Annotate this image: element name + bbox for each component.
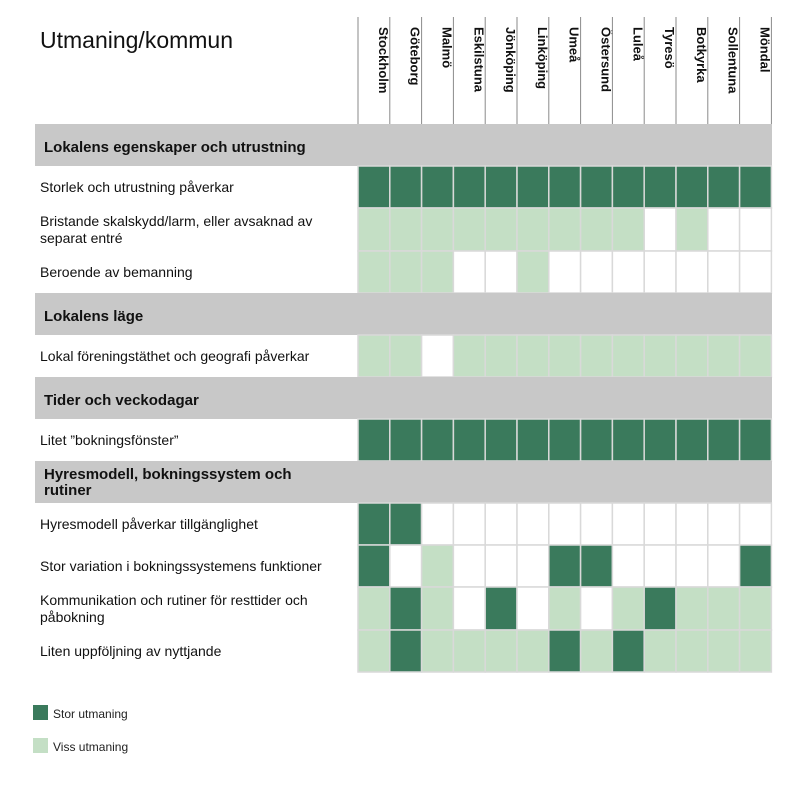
cell-eskilstuna bbox=[453, 335, 485, 377]
cell-botkyrka bbox=[676, 503, 708, 545]
column-label-eskilstuna: Eskilstuna bbox=[471, 27, 487, 93]
cell-botkyrka bbox=[676, 419, 708, 461]
cell-botkyrka bbox=[676, 166, 708, 208]
cell-botkyrka bbox=[676, 630, 708, 672]
section-label bbox=[44, 392, 199, 409]
cell-linköping bbox=[517, 419, 549, 461]
cell-umeå bbox=[549, 419, 581, 461]
cell-jönköping bbox=[485, 208, 517, 251]
cell-stockholm bbox=[358, 545, 390, 587]
cell-stockholm bbox=[358, 503, 390, 545]
cell-möndal bbox=[740, 166, 772, 208]
cell-möndal bbox=[740, 587, 772, 630]
row-label-line: Stor variation i bokningssystemens funktioner bbox=[40, 558, 322, 574]
cell-östersund bbox=[581, 587, 613, 630]
cell-malmö bbox=[422, 335, 454, 377]
cell-botkyrka bbox=[676, 335, 708, 377]
column-label-jönköping: Jönköping bbox=[503, 27, 519, 93]
column-label-linköping: Linköping bbox=[534, 27, 550, 90]
cell-luleå bbox=[612, 419, 644, 461]
cell-tyresö bbox=[644, 335, 676, 377]
cell-sollentuna bbox=[708, 587, 740, 630]
cell-möndal bbox=[740, 630, 772, 672]
row-label bbox=[40, 643, 222, 659]
section-label bbox=[44, 139, 306, 156]
cell-tyresö bbox=[644, 208, 676, 251]
cell-tyresö bbox=[644, 503, 676, 545]
row-label bbox=[40, 432, 179, 448]
cell-möndal bbox=[740, 419, 772, 461]
row-label-line: påbokning bbox=[40, 609, 105, 625]
row-label-line: Litet ”bokningsfönster” bbox=[40, 432, 179, 448]
cell-stockholm bbox=[358, 166, 390, 208]
row-label bbox=[40, 179, 234, 195]
row-label bbox=[40, 516, 258, 532]
cell-eskilstuna bbox=[453, 587, 485, 630]
cell-tyresö bbox=[644, 587, 676, 630]
legend-label: Stor utmaning bbox=[53, 707, 128, 721]
cell-tyresö bbox=[644, 166, 676, 208]
cell-jönköping bbox=[485, 419, 517, 461]
legend-swatch bbox=[33, 738, 48, 753]
cell-göteborg bbox=[390, 208, 422, 251]
cell-sollentuna bbox=[708, 251, 740, 293]
cell-eskilstuna bbox=[453, 251, 485, 293]
cell-linköping bbox=[517, 630, 549, 672]
cell-stockholm bbox=[358, 587, 390, 630]
cell-möndal bbox=[740, 503, 772, 545]
cell-malmö bbox=[422, 419, 454, 461]
legend-label: Viss utmaning bbox=[53, 740, 129, 754]
cell-göteborg bbox=[390, 166, 422, 208]
section-label bbox=[44, 308, 143, 325]
cell-östersund bbox=[581, 208, 613, 251]
column-label-östersund: Östersund bbox=[598, 27, 614, 93]
cell-luleå bbox=[612, 503, 644, 545]
chart-title: Utmaning/kommun bbox=[40, 27, 234, 53]
column-label-möndal: Möndal bbox=[757, 27, 773, 73]
cell-möndal bbox=[740, 545, 772, 587]
cell-umeå bbox=[549, 251, 581, 293]
cell-göteborg bbox=[390, 503, 422, 545]
cell-östersund bbox=[581, 545, 613, 587]
cell-linköping bbox=[517, 166, 549, 208]
column-label-tyresö: Tyresö bbox=[662, 27, 678, 69]
cell-göteborg bbox=[390, 587, 422, 630]
cell-jönköping bbox=[485, 545, 517, 587]
cell-malmö bbox=[422, 630, 454, 672]
cell-tyresö bbox=[644, 545, 676, 587]
cell-botkyrka bbox=[676, 208, 708, 251]
row-label bbox=[40, 348, 310, 364]
cell-linköping bbox=[517, 503, 549, 545]
cell-möndal bbox=[740, 251, 772, 293]
cell-linköping bbox=[517, 251, 549, 293]
cell-jönköping bbox=[485, 587, 517, 630]
row-label bbox=[40, 558, 322, 574]
row-label-line: Hyresmodell påverkar tillgänglighet bbox=[40, 516, 258, 532]
column-label-umeå: Umeå bbox=[566, 27, 582, 63]
cell-malmö bbox=[422, 587, 454, 630]
cell-eskilstuna bbox=[453, 545, 485, 587]
cell-luleå bbox=[612, 545, 644, 587]
column-label-stockholm: Stockholm bbox=[375, 27, 391, 94]
cell-malmö bbox=[422, 208, 454, 251]
cell-luleå bbox=[612, 587, 644, 630]
cell-luleå bbox=[612, 251, 644, 293]
cell-östersund bbox=[581, 251, 613, 293]
section-label-line: Tider och veckodagar bbox=[44, 392, 199, 409]
cell-botkyrka bbox=[676, 251, 708, 293]
cell-östersund bbox=[581, 166, 613, 208]
section-label-line: rutiner bbox=[44, 482, 92, 499]
cell-luleå bbox=[612, 208, 644, 251]
cell-östersund bbox=[581, 419, 613, 461]
cell-jönköping bbox=[485, 335, 517, 377]
column-label-botkyrka: Botkyrka bbox=[693, 27, 709, 83]
cell-linköping bbox=[517, 587, 549, 630]
cell-luleå bbox=[612, 335, 644, 377]
section-band bbox=[35, 293, 772, 335]
cell-umeå bbox=[549, 335, 581, 377]
cell-göteborg bbox=[390, 335, 422, 377]
cell-linköping bbox=[517, 545, 549, 587]
cell-östersund bbox=[581, 335, 613, 377]
cell-stockholm bbox=[358, 208, 390, 251]
cell-jönköping bbox=[485, 503, 517, 545]
cell-luleå bbox=[612, 166, 644, 208]
cell-stockholm bbox=[358, 335, 390, 377]
cell-jönköping bbox=[485, 166, 517, 208]
cell-linköping bbox=[517, 208, 549, 251]
section-label-line: Hyresmodell, bokningssystem och bbox=[44, 466, 292, 483]
cell-göteborg bbox=[390, 545, 422, 587]
cell-östersund bbox=[581, 630, 613, 672]
cell-eskilstuna bbox=[453, 419, 485, 461]
row-label bbox=[40, 592, 308, 625]
column-label-luleå: Luleå bbox=[630, 27, 646, 61]
cell-malmö bbox=[422, 251, 454, 293]
cell-göteborg bbox=[390, 630, 422, 672]
column-label-sollentuna: Sollentuna bbox=[725, 27, 741, 94]
column-label-malmö: Malmö bbox=[439, 27, 455, 69]
cell-malmö bbox=[422, 166, 454, 208]
cell-tyresö bbox=[644, 419, 676, 461]
cell-luleå bbox=[612, 630, 644, 672]
cell-eskilstuna bbox=[453, 503, 485, 545]
row-label-line: Beroende av bemanning bbox=[40, 264, 193, 280]
legend bbox=[33, 705, 128, 754]
column-label-göteborg: Göteborg bbox=[407, 27, 423, 86]
row-label-line: Storlek och utrustning påverkar bbox=[40, 179, 234, 195]
cell-sollentuna bbox=[708, 545, 740, 587]
section-label-line: Lokalens egenskaper och utrustning bbox=[44, 139, 306, 156]
legend-swatch bbox=[33, 705, 48, 720]
cell-umeå bbox=[549, 545, 581, 587]
row-label-line: separat entré bbox=[40, 230, 123, 246]
cell-eskilstuna bbox=[453, 166, 485, 208]
cell-möndal bbox=[740, 335, 772, 377]
cell-göteborg bbox=[390, 419, 422, 461]
cell-eskilstuna bbox=[453, 630, 485, 672]
cell-linköping bbox=[517, 335, 549, 377]
cell-stockholm bbox=[358, 419, 390, 461]
cell-tyresö bbox=[644, 251, 676, 293]
cell-möndal bbox=[740, 208, 772, 251]
cell-eskilstuna bbox=[453, 208, 485, 251]
cell-sollentuna bbox=[708, 419, 740, 461]
cell-jönköping bbox=[485, 251, 517, 293]
cell-sollentuna bbox=[708, 503, 740, 545]
cell-botkyrka bbox=[676, 545, 708, 587]
cell-jönköping bbox=[485, 630, 517, 672]
cell-umeå bbox=[549, 208, 581, 251]
cell-stockholm bbox=[358, 251, 390, 293]
row-label bbox=[40, 264, 193, 280]
cell-umeå bbox=[549, 166, 581, 208]
heatmap-grid bbox=[35, 17, 773, 672]
row-label-line: Lokal föreningstäthet och geografi påverkar bbox=[40, 348, 310, 364]
row-label-line: Bristande skalskydd/larm, eller avsaknad av bbox=[40, 213, 313, 229]
cell-malmö bbox=[422, 503, 454, 545]
cell-tyresö bbox=[644, 630, 676, 672]
cell-sollentuna bbox=[708, 208, 740, 251]
cell-sollentuna bbox=[708, 630, 740, 672]
cell-umeå bbox=[549, 587, 581, 630]
row-label-line: Liten uppföljning av nyttjande bbox=[40, 643, 222, 659]
cell-sollentuna bbox=[708, 335, 740, 377]
cell-umeå bbox=[549, 630, 581, 672]
row-label-line: Kommunikation och rutiner för resttider och bbox=[40, 592, 308, 608]
cell-umeå bbox=[549, 503, 581, 545]
cell-stockholm bbox=[358, 630, 390, 672]
cell-botkyrka bbox=[676, 587, 708, 630]
cell-östersund bbox=[581, 503, 613, 545]
cell-sollentuna bbox=[708, 166, 740, 208]
row-label bbox=[40, 213, 312, 246]
cell-malmö bbox=[422, 545, 454, 587]
section-label-line: Lokalens läge bbox=[44, 308, 144, 325]
cell-göteborg bbox=[390, 251, 422, 293]
